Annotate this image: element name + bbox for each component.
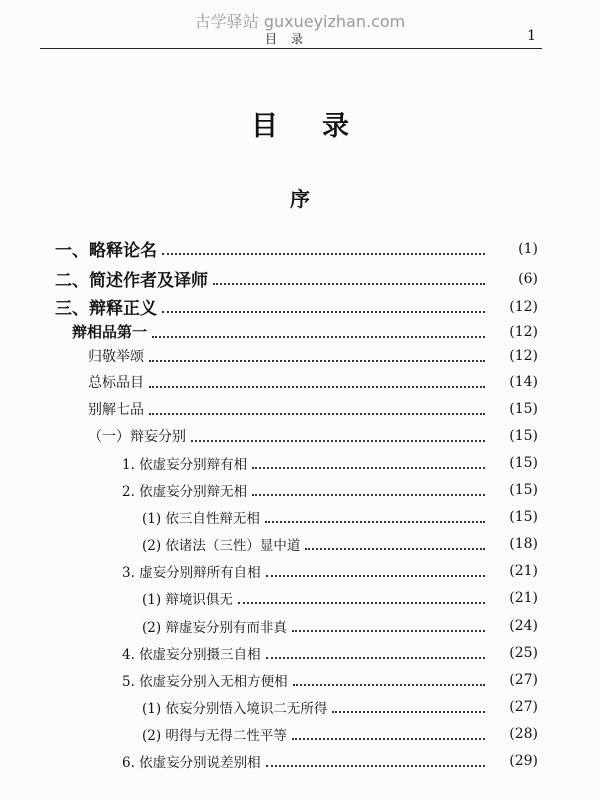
toc-entry-label: 别解七品 xyxy=(88,402,144,418)
toc-dot-leader xyxy=(252,467,485,469)
toc-entry-label: 一、略释论名 xyxy=(55,241,157,261)
toc-dot-leader xyxy=(293,684,485,686)
toc-entry xyxy=(0,321,600,342)
toc-entry-page: (15) xyxy=(509,428,538,444)
toc-entry xyxy=(0,751,600,771)
toc-entry-label: 4. 依虚妄分别摄三自相 xyxy=(122,647,261,663)
watermark: 古学驿站 guxueyizhan.com xyxy=(194,12,406,31)
toc-dot-leader xyxy=(266,765,485,767)
toc-entry xyxy=(0,480,600,500)
toc-entry xyxy=(0,616,600,636)
toc-dot-leader xyxy=(162,253,485,255)
toc-dot-leader xyxy=(149,360,485,362)
toc-entry xyxy=(0,346,600,366)
toc-entry xyxy=(0,399,600,419)
toc-entry-page: (14) xyxy=(509,374,538,390)
toc-entry xyxy=(0,372,600,392)
header-rule xyxy=(40,48,542,49)
toc-dot-leader xyxy=(266,657,485,659)
toc-entry-page: (28) xyxy=(509,726,538,742)
toc-entry xyxy=(0,507,600,527)
toc-dot-leader xyxy=(152,336,485,338)
toc-entry-page: (15) xyxy=(509,482,538,498)
toc-dot-leader xyxy=(191,440,485,442)
toc-dot-leader xyxy=(149,386,485,388)
toc-entry-page: (12) xyxy=(509,298,538,315)
toc-entry-page: (15) xyxy=(509,455,538,471)
toc-entry-page: (6) xyxy=(518,270,538,287)
toc-entry-label: 3. 虚妄分别辩所有自相 xyxy=(122,565,261,581)
toc-entry-label: (2) 辩虚妄分别有而非真 xyxy=(142,620,287,636)
toc-dot-leader xyxy=(292,738,485,740)
toc-dot-leader xyxy=(265,521,485,523)
running-head xyxy=(40,30,542,48)
toc-entry-page: (21) xyxy=(509,563,538,579)
toc-entry-page: (1) xyxy=(518,240,538,257)
toc-entry-label: 二、简述作者及译师 xyxy=(55,271,208,291)
section-heading: 序 xyxy=(290,187,310,211)
toc-entry-label: 6. 依虚妄分别说差别相 xyxy=(122,755,261,771)
toc-entry-page: (18) xyxy=(509,536,538,552)
toc-entry-label: (1) 依妄分别悟入境识二无所得 xyxy=(142,701,328,717)
toc-dot-leader xyxy=(149,413,485,415)
running-head-title: 目录 xyxy=(264,32,317,46)
toc-dot-leader xyxy=(213,283,485,285)
toc-entry-label: 2. 依虚妄分别辩无相 xyxy=(122,484,248,500)
toc-entry-page: (29) xyxy=(509,753,538,769)
toc-entry-page: (12) xyxy=(509,348,538,364)
toc-entry xyxy=(0,670,600,690)
toc-entry-page: (12) xyxy=(509,323,538,340)
toc-dot-leader xyxy=(332,711,485,713)
toc-entry-label: (1) 依三自性辩无相 xyxy=(142,511,260,527)
toc-entry-label: （一）辩妄分别 xyxy=(88,429,186,445)
toc-entry-label: 辩相品第一 xyxy=(72,323,148,341)
toc-entry-page: (27) xyxy=(509,699,538,715)
toc-dot-leader xyxy=(162,311,485,313)
page-title: 目录 xyxy=(251,111,393,142)
toc-entry-label: (2) 明得与无得二性平等 xyxy=(142,728,287,744)
toc-dot-leader xyxy=(292,630,485,632)
toc-entry xyxy=(0,697,600,717)
toc-entry xyxy=(0,724,600,744)
toc-entry-label: 三、辩释正义 xyxy=(55,299,157,319)
toc-entry-label: 归敬举颂 xyxy=(88,349,144,365)
toc-entry-label: (1) 辩境识俱无 xyxy=(142,592,233,608)
toc-entry xyxy=(0,426,600,446)
toc-entry-label: 1. 依虚妄分别辩有相 xyxy=(122,457,248,473)
toc-entry-page: (21) xyxy=(509,590,538,606)
toc-entry-page: (25) xyxy=(509,645,538,661)
toc-dot-leader xyxy=(238,602,485,604)
toc-entry-page: (24) xyxy=(509,618,538,634)
toc-entry xyxy=(0,453,600,473)
toc-entry-label: 5. 依虚妄分别入无相方便相 xyxy=(122,674,288,690)
toc-entry xyxy=(0,643,600,663)
toc-dot-leader xyxy=(266,575,485,577)
toc-dot-leader xyxy=(252,494,485,496)
toc-entry-label: 总标品目 xyxy=(88,375,144,391)
toc-dot-leader xyxy=(305,548,485,550)
toc-entry-label: (2) 依诸法（三性）显中道 xyxy=(142,538,301,554)
toc-entry-page: (15) xyxy=(509,509,538,525)
running-head-page-number: 1 xyxy=(527,28,536,44)
toc-entry xyxy=(0,236,600,261)
toc-entry xyxy=(0,534,600,554)
toc-entry-page: (27) xyxy=(509,672,538,688)
toc-entry xyxy=(0,266,600,291)
toc-entry-page: (15) xyxy=(509,401,538,417)
toc-entry xyxy=(0,561,600,581)
toc-entry xyxy=(0,294,600,319)
toc-entry xyxy=(0,588,600,608)
